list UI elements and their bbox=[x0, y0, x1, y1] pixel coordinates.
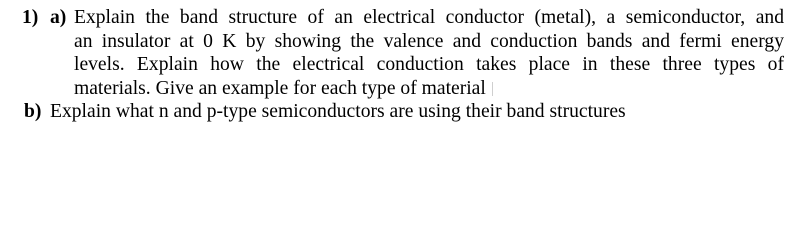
part-a-label: a) bbox=[50, 7, 67, 28]
part-a-line-2 bbox=[22, 30, 782, 54]
part-a-text-line-3: levels. Explain how the electrical conduction takes place in these three types of bbox=[74, 54, 784, 75]
part-b-text: Explain what n and p-type semiconductors are using their band structures bbox=[50, 101, 626, 122]
part-b-label: b) bbox=[24, 101, 42, 122]
part-b-line-1 bbox=[22, 100, 782, 124]
part-b bbox=[22, 100, 782, 124]
part-a-line-4 bbox=[22, 77, 782, 101]
part-a-line-3 bbox=[22, 53, 782, 77]
part-a bbox=[22, 6, 782, 100]
part-a-text-line-4-wrap bbox=[74, 77, 494, 101]
question-1 bbox=[22, 6, 782, 124]
faint-cursor-mark bbox=[492, 82, 494, 96]
question-number: 1) bbox=[22, 7, 39, 28]
part-a-line-1 bbox=[22, 6, 782, 30]
part-a-text-line-2: an insulator at 0 K by showing the valence and conduction bands and fermi energy bbox=[74, 30, 784, 52]
part-a-text-line-4: materials. Give an example for each type of material bbox=[74, 77, 486, 99]
part-a-text-line-1: Explain the band structure of an electrical conductor (metal), a semiconductor, and bbox=[74, 7, 784, 28]
